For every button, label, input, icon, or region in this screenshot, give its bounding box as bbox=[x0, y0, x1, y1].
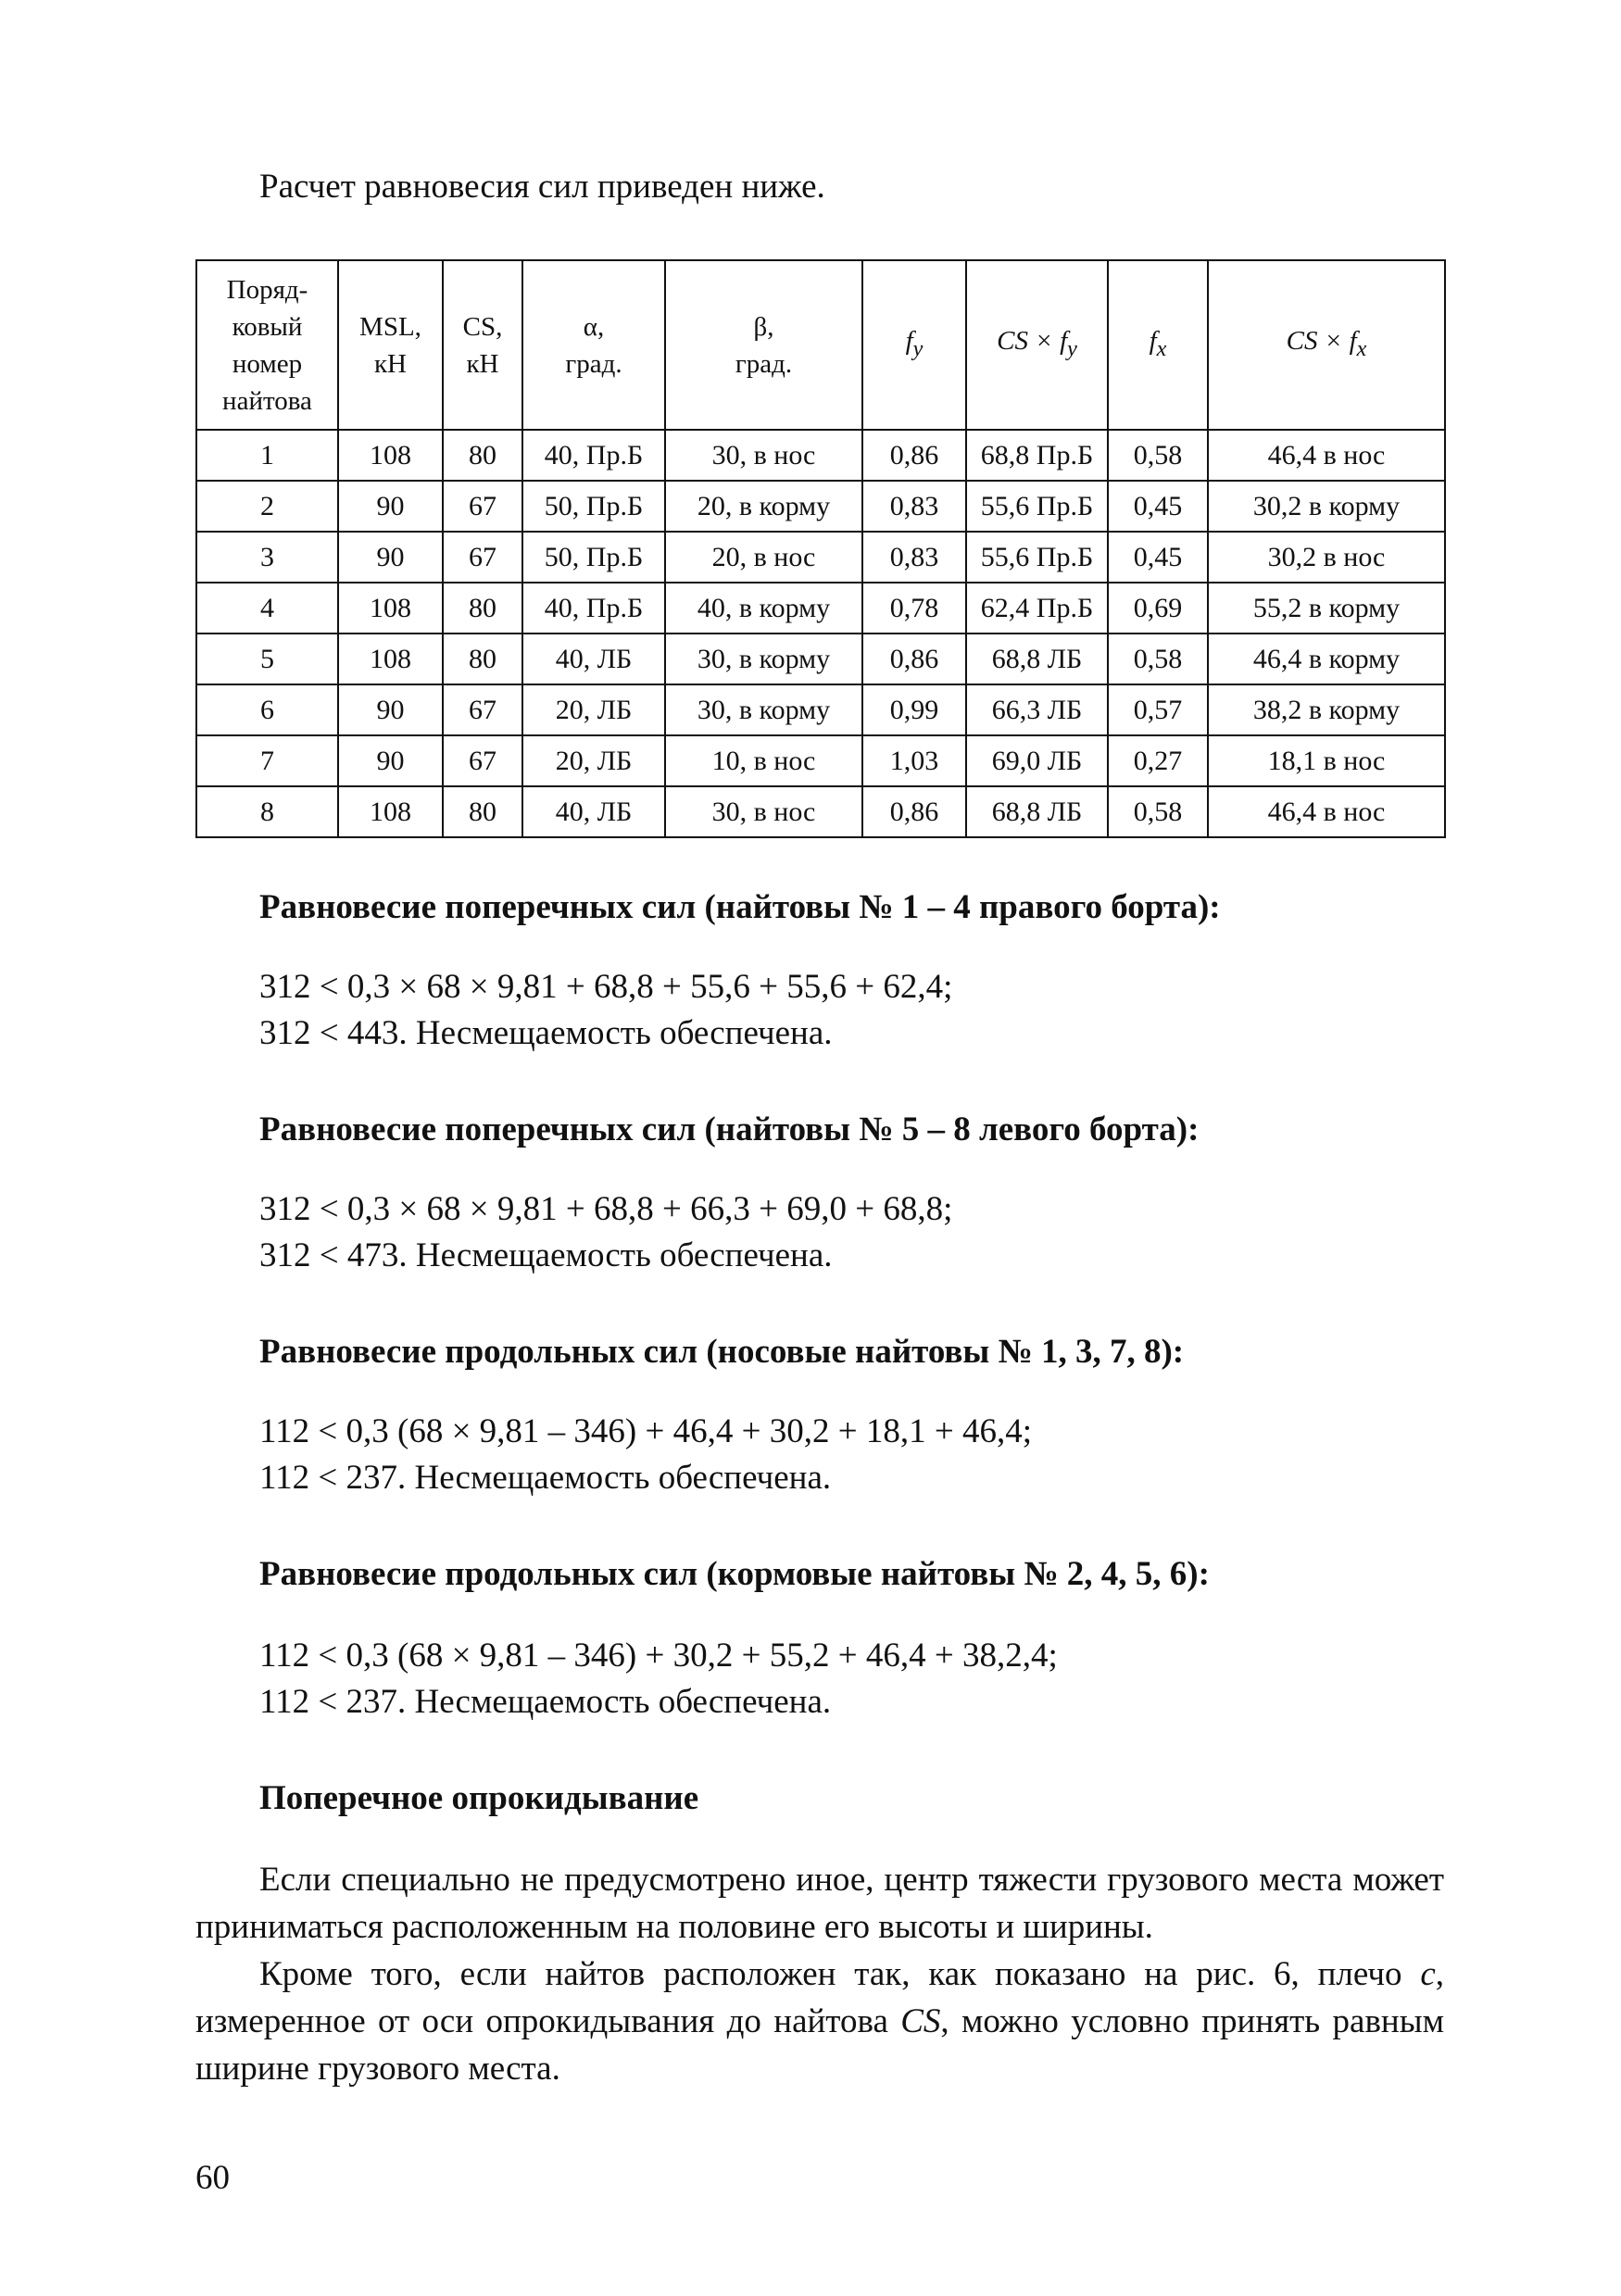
equation-line: 112 < 0,3 (68 × 9,81 – 346) + 46,4 + 30,2 + 18,1 + 46,4; bbox=[259, 1412, 1032, 1450]
table-cell: 40, ЛБ bbox=[522, 634, 665, 684]
table-cell: 68,8 Пр.Б bbox=[966, 430, 1108, 481]
table-cell: 67 bbox=[443, 735, 522, 786]
table-cell: 30, в корму bbox=[665, 634, 862, 684]
equation-line: 312 < 0,3 × 68 × 9,81 + 68,8 + 55,6 + 55,6 + 62,4; bbox=[259, 968, 953, 1006]
table-cell: 0,99 bbox=[862, 684, 966, 735]
table-cell: 0,86 bbox=[862, 634, 966, 684]
result-line: 312 < 473. Несмещаемость обеспечена. bbox=[259, 1236, 833, 1274]
table-cell: 0,58 bbox=[1108, 430, 1208, 481]
table-cell: 7 bbox=[196, 735, 338, 786]
table-cell: 67 bbox=[443, 684, 522, 735]
table-cell: 108 bbox=[338, 583, 443, 634]
table-cell: 0,57 bbox=[1108, 684, 1208, 735]
table-cell: 46,4 в нос bbox=[1208, 786, 1445, 837]
table-cell: 108 bbox=[338, 786, 443, 837]
table-cell: 80 bbox=[443, 786, 522, 837]
table-cell: 20, в корму bbox=[665, 481, 862, 532]
table-cell: 46,4 в нос bbox=[1208, 430, 1445, 481]
body-paragraph-2: Кроме того, если найтов расположен так, как показано на рис. 6, плечо c, измеренное от оси опрокидывания до найтова CS, можно условно принять равным ширине грузового места. bbox=[195, 1955, 1444, 2088]
table-cell: 67 bbox=[443, 532, 522, 583]
table-cell: 38,2 в корму bbox=[1208, 684, 1445, 735]
table-header-row bbox=[196, 260, 1445, 430]
table-cell: 0,86 bbox=[862, 786, 966, 837]
result-line: 312 < 443. Несмещаемость обеспечена. bbox=[259, 1014, 833, 1052]
table-cell: 80 bbox=[443, 583, 522, 634]
table-cell: 40, в корму bbox=[665, 583, 862, 634]
table-cell: 1,03 bbox=[862, 735, 966, 786]
table-cell: 4 bbox=[196, 583, 338, 634]
table-row bbox=[196, 786, 1445, 837]
table-row bbox=[196, 532, 1445, 583]
equation-line: 112 < 0,3 (68 × 9,81 – 346) + 30,2 + 55,2 + 46,4 + 38,2,4; bbox=[259, 1637, 1058, 1675]
header-fy: $f_y$ bbox=[862, 260, 966, 430]
table-cell: 10, в нос bbox=[665, 735, 862, 786]
table-row bbox=[196, 430, 1445, 481]
table-cell: 90 bbox=[338, 735, 443, 786]
table-row bbox=[196, 481, 1445, 532]
table-cell: 62,4 Пр.Б bbox=[966, 583, 1108, 634]
table-cell: 5 bbox=[196, 634, 338, 684]
table-row bbox=[196, 735, 1445, 786]
page-number: 60 bbox=[195, 2159, 230, 2197]
table-cell: 0,69 bbox=[1108, 583, 1208, 634]
lashing-table bbox=[195, 259, 1446, 838]
table-row bbox=[196, 684, 1445, 735]
table-cell: 80 bbox=[443, 634, 522, 684]
intro-text: Расчет равновесия сил приведен ниже. bbox=[259, 168, 825, 206]
table-cell: 80 bbox=[443, 430, 522, 481]
table-cell: 40, ЛБ bbox=[522, 786, 665, 837]
table-cell: 50, Пр.Б bbox=[522, 532, 665, 583]
table-row bbox=[196, 634, 1445, 684]
table-cell: 8 bbox=[196, 786, 338, 837]
table-cell: 0,27 bbox=[1108, 735, 1208, 786]
table-cell: 108 bbox=[338, 430, 443, 481]
table-body bbox=[196, 430, 1445, 837]
section-heading: Равновесие продольных сил (кормовые найтовы № 2, 4, 5, 6): bbox=[259, 1555, 1210, 1593]
table-cell: 0,58 bbox=[1108, 786, 1208, 837]
equation-line: 312 < 0,3 × 68 × 9,81 + 68,8 + 66,3 + 69,0 + 68,8; bbox=[259, 1190, 953, 1228]
table-cell: 68,8 ЛБ bbox=[966, 634, 1108, 684]
table-cell: 2 bbox=[196, 481, 338, 532]
section-heading: Равновесие поперечных сил (найтовы № 1 – 4 правого борта): bbox=[259, 888, 1221, 926]
header-msl: MSL, кН bbox=[338, 260, 443, 430]
body-paragraph-1: Если специально не предусмотрено иное, центр тяжести грузового места может приниматься расположенным на половине его высоты и ширины. bbox=[195, 1861, 1444, 1946]
table-cell: 30, в нос bbox=[665, 786, 862, 837]
table-cell: 0,58 bbox=[1108, 634, 1208, 684]
header-cs: CS, кН bbox=[443, 260, 522, 430]
table-cell: 30, в нос bbox=[665, 430, 862, 481]
table-cell: 55,6 Пр.Б bbox=[966, 481, 1108, 532]
table-cell: 1 bbox=[196, 430, 338, 481]
table-cell: 66,3 ЛБ bbox=[966, 684, 1108, 735]
table-row bbox=[196, 583, 1445, 634]
table-cell: 90 bbox=[338, 684, 443, 735]
header-cs-fy: CS × $f_y$ bbox=[966, 260, 1108, 430]
table-cell: 46,4 в корму bbox=[1208, 634, 1445, 684]
table-cell: 69,0 ЛБ bbox=[966, 735, 1108, 786]
table-cell: 20, в нос bbox=[665, 532, 862, 583]
table-cell: 40, Пр.Б bbox=[522, 430, 665, 481]
table-cell: 18,1 в нос bbox=[1208, 735, 1445, 786]
table-cell: 50, Пр.Б bbox=[522, 481, 665, 532]
table-cell: 90 bbox=[338, 481, 443, 532]
table-cell: 30, в корму bbox=[665, 684, 862, 735]
result-line: 112 < 237. Несмещаемость обеспечена. bbox=[259, 1459, 832, 1497]
table-cell: 30,2 в корму bbox=[1208, 481, 1445, 532]
table-cell: 90 bbox=[338, 532, 443, 583]
table-cell: 0,83 bbox=[862, 481, 966, 532]
table-cell: 0,45 bbox=[1108, 532, 1208, 583]
result-line: 112 < 237. Несмещаемость обеспечена. bbox=[259, 1683, 832, 1721]
table-cell: 0,45 bbox=[1108, 481, 1208, 532]
section-heading: Равновесие продольных сил (носовые найтовы № 1, 3, 7, 8): bbox=[259, 1333, 1185, 1371]
table-cell: 20, ЛБ bbox=[522, 735, 665, 786]
header-alpha: α, град. bbox=[522, 260, 665, 430]
table-cell: 0,83 bbox=[862, 532, 966, 583]
overturning-heading: Поперечное опрокидывание bbox=[259, 1779, 699, 1817]
table-cell: 67 bbox=[443, 481, 522, 532]
table-cell: 30,2 в нос bbox=[1208, 532, 1445, 583]
table-cell: 55,2 в корму bbox=[1208, 583, 1445, 634]
table-cell: 108 bbox=[338, 634, 443, 684]
table-cell: 20, ЛБ bbox=[522, 684, 665, 735]
table-cell: 55,6 Пр.Б bbox=[966, 532, 1108, 583]
section-heading: Равновесие поперечных сил (найтовы № 5 – 8 левого борта): bbox=[259, 1110, 1200, 1148]
table-cell: 40, Пр.Б bbox=[522, 583, 665, 634]
table-cell: 68,8 ЛБ bbox=[966, 786, 1108, 837]
header-fx: $f_x$ bbox=[1108, 260, 1208, 430]
table-cell: 6 bbox=[196, 684, 338, 735]
header-beta: β, град. bbox=[665, 260, 862, 430]
table-cell: 0,86 bbox=[862, 430, 966, 481]
table-cell: 0,78 bbox=[862, 583, 966, 634]
header-cs-fx: CS × $f_x$ bbox=[1208, 260, 1445, 430]
table-cell: 3 bbox=[196, 532, 338, 583]
header-number: Поряд- ковый номер найтова bbox=[196, 260, 338, 430]
